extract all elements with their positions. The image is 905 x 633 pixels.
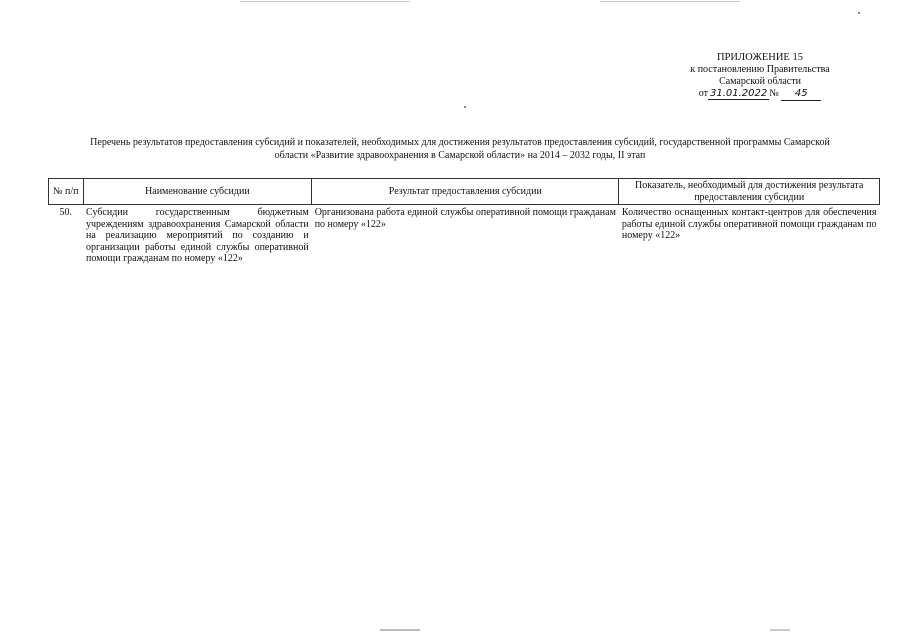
table-header-row [49, 179, 880, 205]
scan-speck [770, 629, 790, 631]
scan-top-line [240, 1, 410, 2]
header-indicator: Показатель, необходимый для достижения результата предоставления субсидии [619, 179, 880, 205]
document-heading [40, 137, 880, 162]
header-result: Результат предоставления субсидии [312, 179, 619, 205]
number-value: 45 [781, 88, 821, 101]
scan-top-line [600, 1, 740, 2]
number-prefix: № [769, 88, 779, 99]
scan-speck [380, 629, 420, 631]
results-table [48, 178, 880, 267]
row-indicator: Количество оснащенных контакт-центров для обеспечения работы единой службы оперативной помощи гражданам по номеру «122» [621, 207, 877, 241]
heading-line-1: Перечень результатов предоставления субсидий и показателей, необходимых для достижения результатов предоставления субсидий, государственной программы Самарской [90, 137, 830, 148]
header-name: Наименование субсидии [83, 179, 312, 205]
date-prefix: от [698, 88, 708, 99]
appendix-title: ПРИЛОЖЕНИЕ 15 [717, 52, 803, 63]
table-row [49, 205, 880, 267]
scan-speck [464, 106, 466, 108]
appendix-line-1: к постановлению Правительства [690, 64, 830, 75]
date-value: 31.01.2022 [709, 88, 768, 99]
header-num: № п/п [49, 179, 84, 205]
scan-speck [858, 12, 860, 14]
appendix-date-row [660, 88, 860, 101]
row-num: 50. [59, 207, 73, 218]
row-result: Организована работа единой службы оперативной помощи гражданам по номеру «122» [314, 207, 616, 230]
heading-line-2: области «Развитие здравоохранения в Самарской области» на 2014 – 2032 годы, II этап [274, 149, 646, 161]
appendix-line-2: Самарской области [719, 76, 801, 87]
appendix-block [660, 52, 860, 101]
row-name: Субсидии государственным бюджетным учреждениям здравоохранения Самарской области на реализацию мероприятий по созданию и организации работы единой службы оперативной помощи гражданам по номеру «122» [86, 207, 309, 264]
